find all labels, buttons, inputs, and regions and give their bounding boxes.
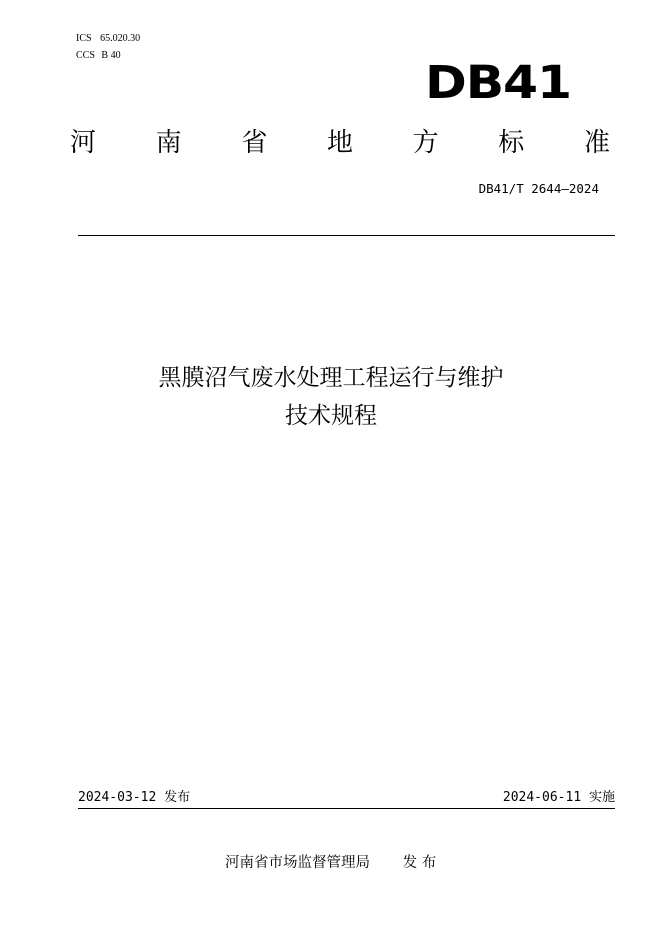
- implement-date-suffix: 实施: [588, 790, 615, 805]
- publish-date-suffix: 发布: [164, 790, 191, 805]
- authority-char: 省: [241, 128, 268, 158]
- ics-label: ICS: [76, 33, 92, 44]
- ics-value: 65.020.30: [100, 33, 141, 44]
- authority-char: 准: [583, 128, 610, 158]
- publish-date-value: 2024-03-12: [78, 790, 157, 805]
- issuer-action: 发 布: [402, 855, 437, 871]
- standard-logo: DB41: [425, 56, 571, 109]
- authority-char: 河: [70, 128, 97, 158]
- authority-char: 方: [412, 128, 439, 158]
- issuing-authority: [225, 853, 436, 873]
- ics-classification: [76, 32, 140, 46]
- authority-char: 地: [326, 128, 353, 158]
- implement-date: [503, 789, 615, 807]
- authority-char: 标: [498, 128, 525, 158]
- ccs-value: B 40: [101, 50, 121, 61]
- ccs-label: CCS: [76, 50, 95, 61]
- ccs-classification: [76, 49, 121, 63]
- publish-date: [78, 789, 190, 807]
- footer-divider: [78, 808, 615, 809]
- document-title-line-1: 黑膜沼气废水处理工程运行与维护: [158, 365, 504, 391]
- standard-authority: [70, 126, 610, 160]
- document-title-line-2: 技术规程: [285, 403, 377, 429]
- standard-number: DB41/T 2644—2024: [478, 181, 599, 196]
- implement-date-value: 2024-06-11: [502, 790, 582, 805]
- header-divider: [78, 235, 615, 236]
- authority-char: 南: [155, 128, 182, 158]
- issuer-name: 河南省市场监督管理局: [225, 855, 370, 871]
